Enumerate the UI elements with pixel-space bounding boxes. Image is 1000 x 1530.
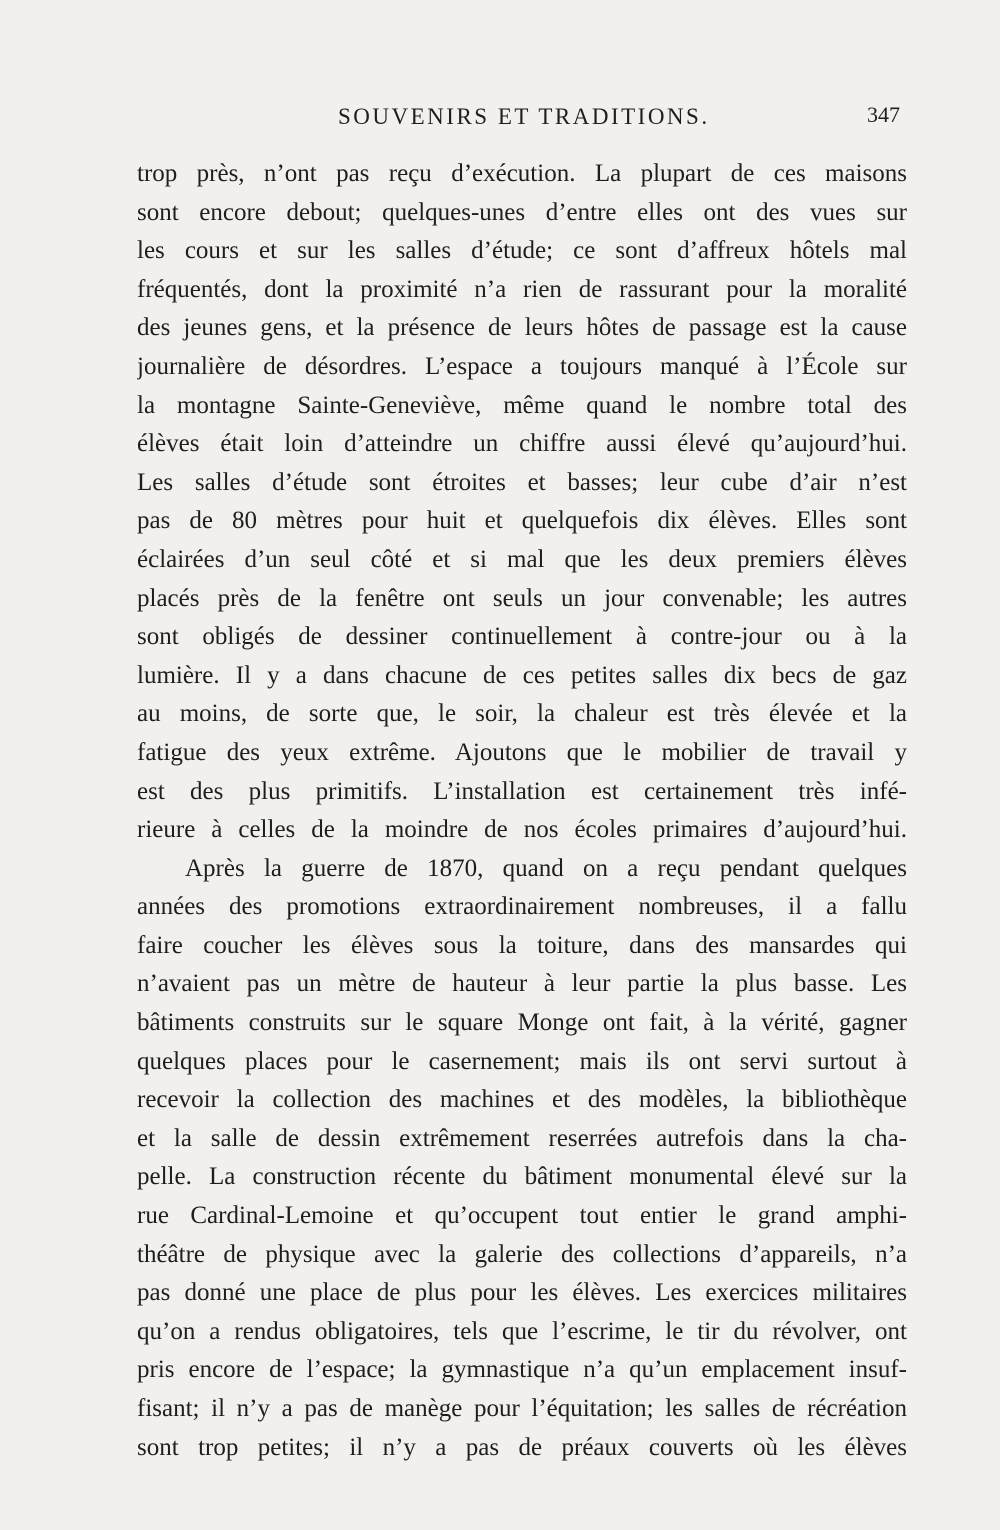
text-line: fréquentés, dont la proximité n’a rien de rassurant pour la moralité — [137, 275, 907, 303]
text-line: élèves était loin d’atteindre un chiffre aussi élevé qu’aujourd’hui. — [137, 430, 907, 458]
text-line: quelques places pour le casernement; mais ils ont servi surtout à — [137, 1047, 907, 1075]
text-line: Les salles d’étude sont étroites et basses; leur cube d’air n’est — [137, 468, 907, 496]
text-line: pelle. La construction récente du bâtiment monumental élevé sur la — [137, 1163, 907, 1191]
text-line: lumière. Il y a dans chacune de ces petites salles dix becs de gaz — [137, 661, 907, 689]
body-text — [137, 155, 907, 1467]
text-line: rue Cardinal-Lemoine et qu’occupent tout entier le grand amphi- — [137, 1202, 907, 1230]
text-line: sont encore debout; quelques-unes d’entre elles ont des vues sur — [137, 198, 907, 226]
text-line: les cours et sur les salles d’étude; ce sont d’affreux hôtels mal — [137, 237, 907, 265]
text-line: la montagne Sainte-Geneviève, même quand le nombre total des — [137, 391, 907, 419]
text-line: au moins, de sorte que, le soir, la chaleur est très élevée et la — [137, 700, 907, 728]
text-line: bâtiments construits sur le square Monge ont fait, à la vérité, gagner — [137, 1009, 907, 1037]
text-line: qu’on a rendus obligatoires, tels que l’escrime, le tir du révolver, ont — [137, 1317, 907, 1345]
text-line: fisant; il n’y a pas de manège pour l’équitation; les salles de récréation — [137, 1395, 907, 1422]
text-line: théâtre de physique avec la galerie des collections d’appareils, n’a — [137, 1240, 907, 1268]
text-line: sont obligés de dessiner continuellement à contre-jour ou à la — [137, 623, 907, 651]
text-line: pas de 80 mètres pour huit et quelquefois dix élèves. Elles sont — [137, 507, 907, 535]
text-line: fatigue des yeux extrême. Ajoutons que le mobilier de travail y — [137, 738, 907, 766]
text-line: éclairées d’un seul côté et si mal que les deux premiers élèves — [137, 545, 907, 573]
text-line: faire coucher les élèves sous la toiture, dans des mansardes qui — [137, 931, 907, 959]
text-line: est des plus primitifs. L’installation est certainement très infé- — [137, 777, 907, 805]
text-line: années des promotions extraordinairement nombreuses, il a fallu — [137, 893, 907, 921]
running-head — [130, 104, 910, 144]
text-line: pris encore de l’espace; la gymnastique n’a qu’un emplacement insuf- — [137, 1356, 907, 1384]
text-line: sont trop petites; il n’y a pas de préaux couverts où les élèves — [137, 1433, 907, 1461]
text-line: et la salle de dessin extrêmement reserrées autrefois dans la cha- — [137, 1124, 907, 1152]
text-line: des jeunes gens, et la présence de leurs hôtes de passage est la cause — [137, 314, 907, 342]
text-line: rieure à celles de la moindre de nos écoles primaires d’aujourd’hui. — [137, 816, 907, 844]
text-line: journalière de désordres. L’espace a toujours manqué à l’École sur — [137, 352, 907, 380]
paragraph-first-line: Après la guerre de 1870, quand on a reçu pendant quelques — [185, 854, 907, 882]
text-line: trop près, n’ont pas reçu d’exécution. La plupart de ces maisons — [137, 160, 907, 187]
text-line: pas donné une place de plus pour les élèves. Les exercices militaires — [137, 1279, 907, 1307]
page-number: 347 — [867, 102, 900, 127]
text-line: n’avaient pas un mètre de hauteur à leur partie la plus basse. Les — [137, 970, 907, 998]
text-line: placés près de la fenêtre ont seuls un jour convenable; les autres — [137, 584, 907, 612]
text-line: recevoir la collection des machines et des modèles, la bibliothèque — [137, 1086, 907, 1114]
running-title: SOUVENIRS ET TRADITIONS. — [338, 104, 710, 129]
